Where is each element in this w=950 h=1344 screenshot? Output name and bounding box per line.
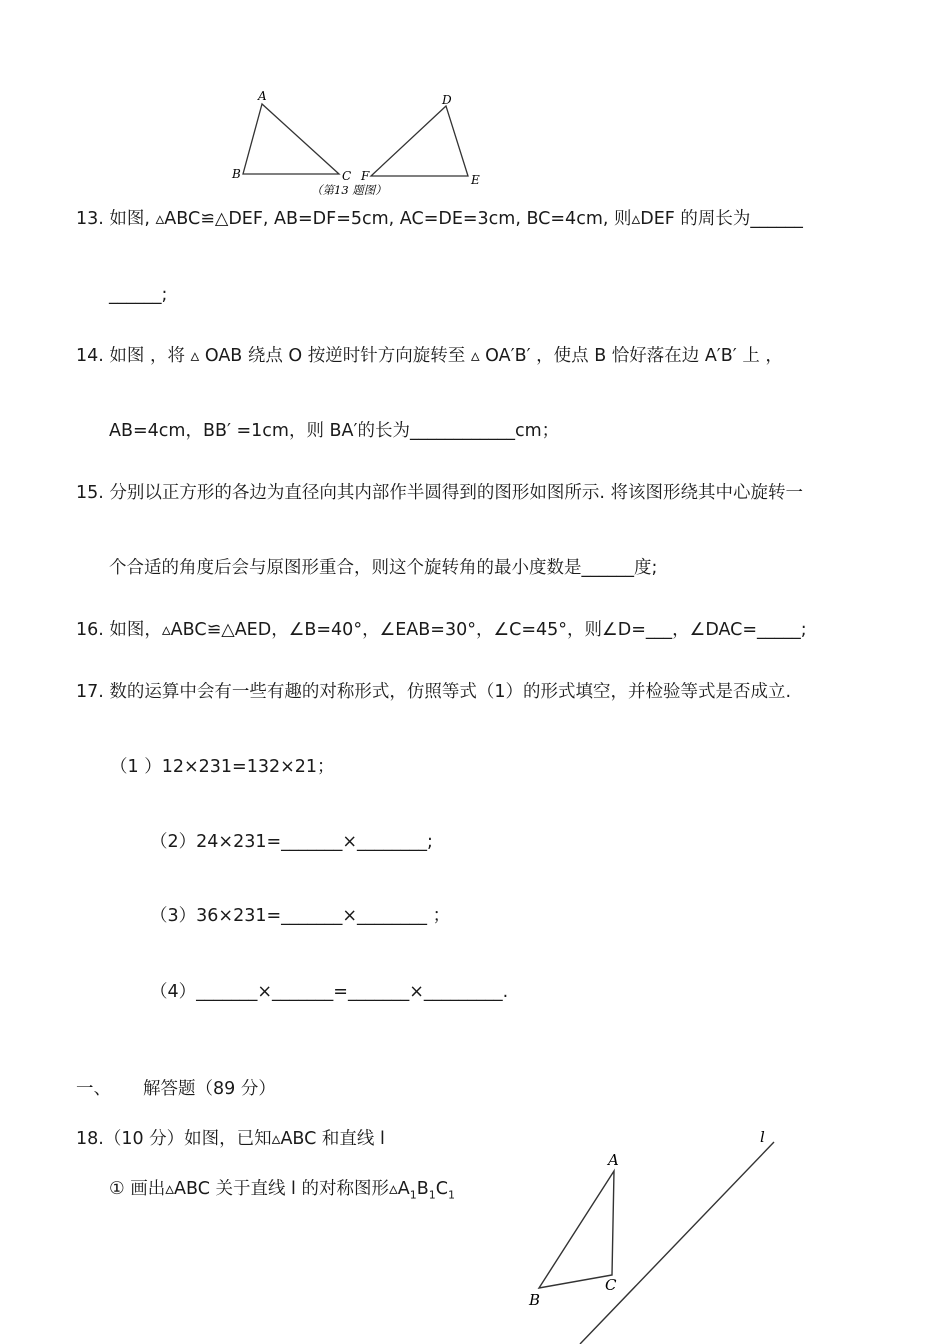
label-d: D: [442, 93, 452, 107]
q17-item2: （2）24×231=_______×________;: [150, 832, 433, 852]
figure-q13: [225, 88, 495, 200]
label-b-q18: B: [529, 1291, 541, 1309]
q14-line2: AB=4cm，BB′ =1cm，则 BA′的长为____________cm；: [109, 421, 560, 441]
q17-item1: （1 ）12×231=132×21；: [110, 757, 335, 777]
q18-sub-3: 1: [447, 1188, 455, 1202]
triangle-abc: [243, 104, 339, 174]
q17-item4: （4）_______×_______=_______×_________.: [150, 982, 509, 1002]
label-a-q18: A: [608, 1151, 619, 1169]
triangle-abc-q18: [539, 1171, 614, 1288]
figure-caption: （第13 题图）: [311, 183, 387, 197]
q17-item3: （3）36×231=_______×________ ；: [150, 906, 451, 926]
q18-sub-2: 1: [428, 1188, 436, 1202]
label-a: A: [258, 89, 267, 103]
q18-step1: [109, 1178, 455, 1207]
label-b: B: [232, 167, 241, 181]
q18-sub-1: 1: [409, 1188, 417, 1202]
q14-line1: 14. 如图 ，将 ▵ OAB 绕点 O 按逆时针方向旋转至 ▵ OA′B′ ，使点 B 恰好落在边 A′B′ 上 ，: [76, 346, 783, 366]
label-c: C: [342, 169, 352, 183]
label-c-q18: C: [605, 1276, 617, 1294]
q13-line2: ______;: [109, 285, 168, 305]
q17-line1: 17. 数的运算中会有一些有趣的对称形式，仿照等式（1）的形式填空，并检验等式是否成立.: [76, 682, 792, 702]
section-number: 一、: [76, 1079, 111, 1099]
q18-line1: 18.（10 分）如图，已知▵ABC 和直线 l: [76, 1129, 385, 1149]
q13-line1: 13. 如图, ▵ABC≌△DEF, AB=DF=5cm, AC=DE=3cm, BC=4cm, 则▵DEF 的周长为______: [76, 209, 803, 229]
label-f: F: [361, 169, 370, 183]
triangle-def: [371, 106, 468, 176]
q18-step1-b: B: [416, 1179, 429, 1199]
q15-line2: 个合适的角度后会与原图形重合，则这个旋转角的最小度数是______度;: [109, 558, 658, 578]
label-e: E: [471, 173, 480, 187]
label-l: l: [760, 1128, 765, 1146]
line-l: [580, 1142, 774, 1344]
q16-line1: 16. 如图，▵ABC≌△AED，∠B=40°，∠EAB=30°，∠C=45°，则∠D=___，∠DAC=_____;: [76, 620, 807, 640]
q18-step1-text: ① 画出▵ABC 关于直线 l 的对称图形▵A: [109, 1179, 410, 1199]
q18-step1-c: C: [435, 1179, 448, 1199]
section-title: 解答题（89 分）: [143, 1079, 276, 1099]
figure-q18: [520, 1125, 790, 1344]
q15-line1: 15. 分别以正方形的各边为直径向其内部作半圆得到的图形如图所示. 将该图形绕其中心旋转一: [76, 483, 804, 503]
